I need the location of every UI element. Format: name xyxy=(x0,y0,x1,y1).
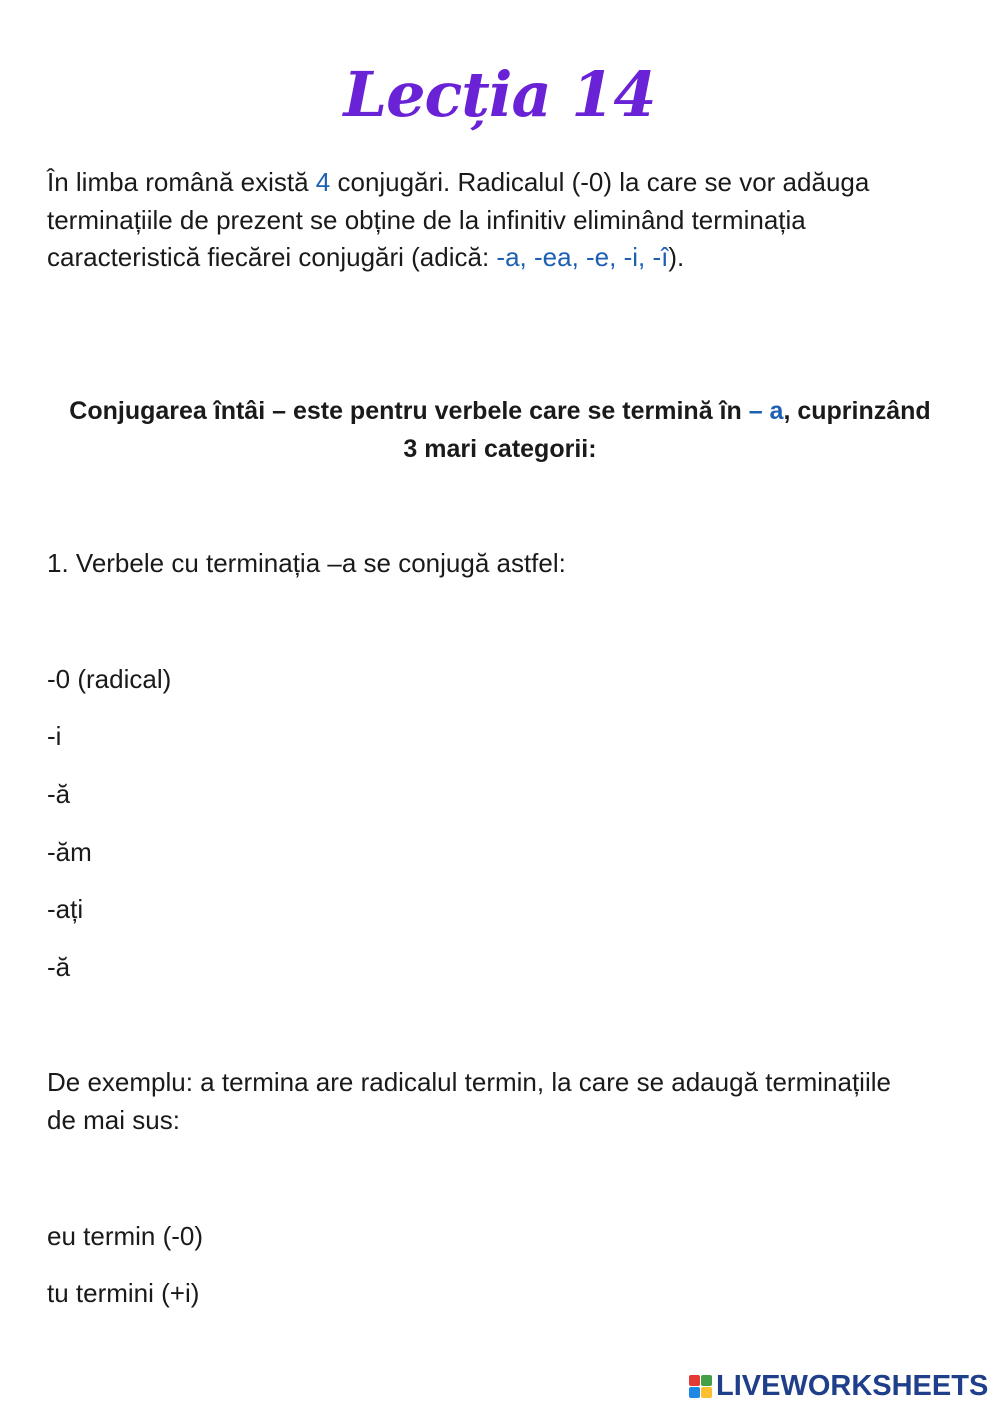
infinitive-endings: -a, -ea, -e, -i, -î xyxy=(496,242,669,272)
intro-paragraph xyxy=(47,164,927,277)
ending-item: -ați xyxy=(47,894,84,924)
lesson-title: Lecția 14 xyxy=(343,58,656,131)
heading-text-1: Conjugarea întâi – este pentru verbele care se termină în xyxy=(69,397,749,425)
intro-text-2: conjugări. Radicalul (-0) la care se vor adăuga terminațiile de prezent se obține de la infinitiv eliminând terminația caracteristică fiecărei conjugări (adică: xyxy=(47,167,870,272)
heading-text-2: , cuprinzând 3 mari categorii: xyxy=(403,397,931,463)
rule-1: 1. Verbele cu terminația –a se conjugă astfel: xyxy=(47,548,566,578)
liveworksheets-logo xyxy=(689,1370,988,1403)
ending-item: -0 (radical) xyxy=(47,664,172,694)
intro-text-1: În limba română există xyxy=(47,167,316,197)
example-item: tu termini (+i) xyxy=(47,1278,200,1308)
ending-item: -i xyxy=(47,721,62,751)
heading-highlight: – a xyxy=(748,397,784,425)
logo-blocks-icon xyxy=(689,1375,712,1398)
conjugation-count: 4 xyxy=(315,167,331,197)
section-heading xyxy=(60,392,940,468)
ending-item: -ă xyxy=(47,952,71,982)
example-intro: De exemplu: a termina are radicalul termin, la care se adaugă terminațiile de mai sus: xyxy=(47,1067,891,1135)
example-item: eu termin (-0) xyxy=(47,1221,204,1251)
ending-item: -ăm xyxy=(47,837,92,867)
brand-name: LIVEWORKSHEETS xyxy=(716,1370,989,1402)
intro-text-3: ). xyxy=(668,242,685,272)
ending-item: -ă xyxy=(47,779,71,809)
